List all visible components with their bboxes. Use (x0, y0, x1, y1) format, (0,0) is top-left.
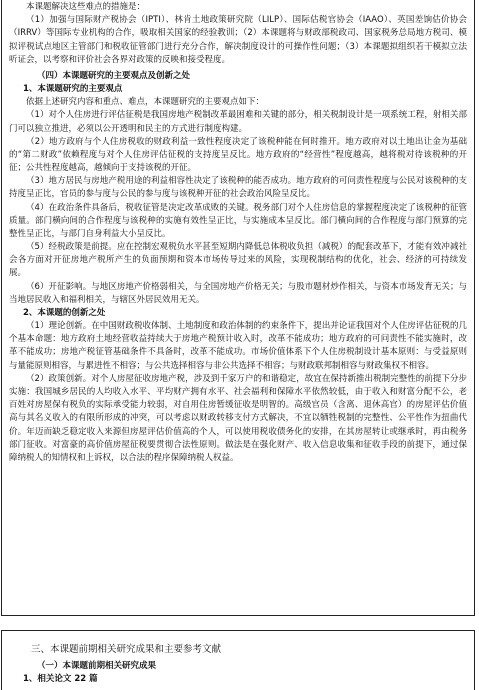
point-paragraph: （3）地方居民与房地产税用途的利益相容性决定了该税种的能否成功。地方政府的可问责性程度与公民对该税种的支持度呈正比，官员的参与度与公民的参与度与该税种开征的社会政治风险呈反比。 (9, 176, 467, 200)
innovation-paragraph: （2）政策创新。对个人房屋征收房地产税，涉及到千家万户的和谐稳定，故宜在保持新推出税制完整性的前提下分步实施：我国城乡居民的人均收入水平、平均财产拥有水平、社会福利和保障水平依然较低，由于收入和财富分配不公，老百姓对房屋保有税负的实际承受能力较弱，对自用住房暂缓征收是明智的。高级官员（含离、退休高官）的房屋评估价值高与其名义收入的有限所形成的冲突，可以考虑以财政转移支付方式解决，不宜以牺牲税制的完整性、公平性作为扭曲代价。年迈而缺乏稳定收入来源但房屋评估价值高的个人，可以使用税收债务化的安排，在其房屋转让或继承时，再由税务部门征收。对富豪的高价值房屋征税要贯彻合法性原则。做法是在强化财产、收入信息收集和征收手段的前提下，通过保障纳税人的知情权和上诉权，以合法的程序保障纳税人权益。 (9, 373, 467, 463)
point-paragraph: （2）地方政府与个人住房税收的财政利益一致性程度决定了该税种能在何时推开。地方政府对以土地出让金为基础的“第二财政”依赖程度与对个人住房评估征税的支持度呈反比。地方政府的“经营性”程度越高，越将税对待该税种的开征；公共性程度越高，越倾向于支持该税的开征。 (9, 136, 467, 174)
point-paragraph: （1）对个人住房进行评估征税是我国房地产税制改革最困难和关键的部分，相关税制设计是一项系统工程，射相关部门可以独立推进，必须以公开透明和民主的方式进行制度构建。 (9, 110, 467, 134)
content-box-lower (1, 630, 475, 690)
innovation-paragraph: （1）理论创新。在中国财政税收体制、土地制度和政治体制的约束条件下，提出并论证我国对个人住房评估征税的几个基本命题：地方政府土地经营收益持续大于房地产税预计收入时，改革不能成功；地方政府的可问责性不能实施时，改革不能成功；房地产税征管基础条件不具备时，改革不能成功。市场价值体系下个人住房税制设计基本原则：与受益原则与量能原则相容，与累进性不相容；与公共选择相容与非公共选择不相容；与财政联邦制相容与财政集权不相容。 (9, 321, 467, 371)
intro-text: 本课题解决这些难点的措施是： (26, 2, 146, 12)
papers-count-item: 1、相关论文 22 篇 (23, 673, 98, 684)
points-heading: 1、本课题研究的主要观点 (23, 84, 123, 95)
innovation-heading: 2、本课题的创新之处 (23, 307, 106, 318)
point-paragraph: （6）开征影响。与地区房地产价格弱相关，与全国房地产价格无关；与股市题材炒作相关，与资本市场发育无关；与当地居民收入和福利相关，与辖区外居民效用无关。 (9, 281, 467, 305)
point-paragraph: （4）在政治条件具备后，税收征管是决定改革成败的关键。税务部门对个人住房信息的掌握程度决定了该税种的征管质量。部门横向间的合作程度与该税种的实施有效性呈正比，与实施成本呈反比。部门横向间的合作程度与部门预算的完整性呈正比，与部门自身利益大小呈反比。 (9, 202, 467, 239)
points-intro: 依据上述研究内容和重点、难点，本课题研究的主要观点如下： (26, 97, 265, 108)
section3-heading: 三、本课题前期相关研究成果和主要参考文献 (31, 644, 222, 655)
measures-paragraph: （1）加强与国际财产税协会（IPTI）、林肯土地政策研究院（LILP）、国际估税官协会（IAAO）、英国差饷估价协会（IRRV）等国际专业机构的合作，吸取相关国家的经验教训；（2）本课题将与财政部税政司、国家税务总局地方税司、模拟评税试点地区主管部门和税收征管部门进行充分合作，解决制度设计的可操作性问题；（3）本课题拟组织若干模拟立法听证会，以考察和评价社会各界对政策的反映和接受程度。 (9, 15, 467, 65)
point-paragraph: （5）经税政策是前提。应在控制宏观税负水平甚至短期内降低总体税收负担（减税）的配套改革下，才能有效冲减社会各方面对开征房地产税所产生的负面预期和资本市场传导过来的风险，实现税制结构的优化，社会、经济的可持续发展。 (9, 242, 467, 279)
section4-heading: （四）本课题研究的主要观点及创新之处 (37, 70, 191, 81)
section3-subheading: （一）本课题前期相关研究成果 (37, 660, 157, 671)
content-box-upper (1, 0, 475, 616)
